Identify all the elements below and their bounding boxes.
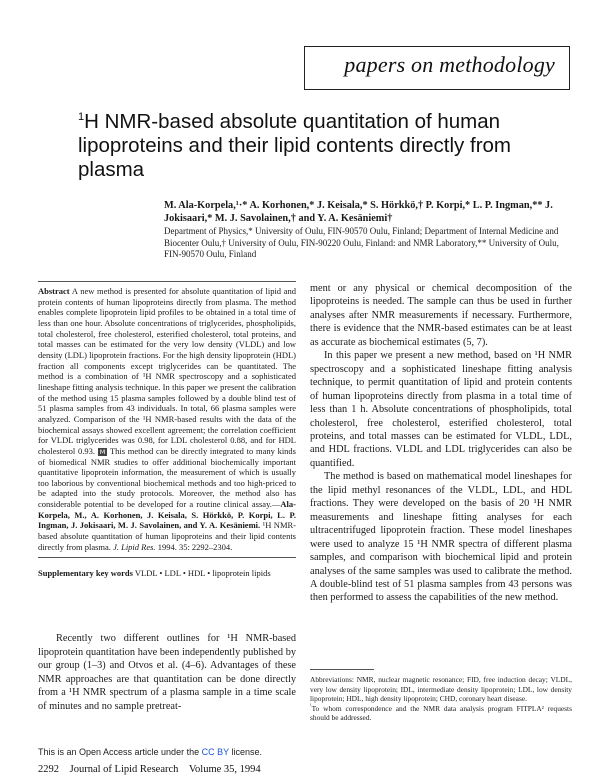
- footnote-abbreviations: Abbreviations: NMR, nuclear magnetic resonance; FID, free induction decay; VLDL, very low density lipoprotein; IDL, intermediate density lipoprotein; LDL, low density lipoprotein; HDL, high density lipoprotein; CHD, coronary heart disease.: [310, 675, 572, 703]
- keywords: [38, 568, 296, 579]
- footnote-correspondence: [310, 704, 572, 723]
- citation-journal: J. Lipid Res.: [113, 541, 156, 552]
- body-paragraph-3: The method is based on mathematical model lineshapes for the lipid methyl resonances of the VLDL, LDL, and HDL fractions. They were developed on the basis of 20 ¹H NMR measurements and lineshape fitting analyses for each ultracentrifuged lipoprotein fraction. These model lineshapes were used to analyze 15 ¹H NMR spectra of different plasma samples, and comparison with biochemical lipid and protein analyses of the same samples was used to calibrate the method. A double-blind test of 51 plasma samples from 43 persons was then performed to assess the capabilities of the new method.: [310, 471, 572, 604]
- section-banner: [304, 46, 570, 90]
- body-left-column: [38, 632, 296, 713]
- abstract-body-1: A new method is presented for absolute quantitation of lipid and protein contents of human lipoproteins directly from plasma. The method enables complete lipoprotein lipid profiles to be obtained in a total time of less than one hour. Absolute concentrations of triglycerides, phospholipids, total cholesterol, free cholesterol, esterified cholesterol, total proteins, and total masses can be estimated for the very low density (VLDL) and low density (LDL) lipoprotein fractions. For the high density lipoprotein (HDL) fraction all components except triglycerides can be quantitated. The method is a combination of ¹H NMR spectroscopy and a sophisticated lineshape fitting analysis technique. In this paper we present the calibration of the method using 15 plasma samples followed by a double blind test of 51 plasma samples from 43 individuals. In total, 66 plasma samples were analyzed. Comparison of the ¹H NMR-based results with the data of the biochemical assays showed excellent agreement; the correlation coefficient for VLDL triglycerides was 0.98, for LDL cholesterol 0.88, and for HDL cholesterol 0.93.: [38, 286, 297, 456]
- journal-name: Journal of Lipid Research: [69, 764, 179, 775]
- journal-volume: Volume 35, 1994: [188, 764, 261, 775]
- affiliations: Department of Physics,* University of Oulu, FIN-90570 Oulu, Finland; Department of Internal Medicine and Biocenter Oulu,† University of Oulu, FIN-90220 Oulu, Finland: and NMR Laboratory,** University of Oulu, FIN-90570 Oulu, Finland: [164, 226, 559, 259]
- citation-authors: Ala-Korpela, M., A. Korhonen, J. Keisala, S. Hörkkö, P. Korpi, L. P. Ingman, J. Jokisaari, M. J. Savolainen, and Y. A. Kesäniemi.: [38, 499, 296, 531]
- body-right-column: [310, 282, 572, 605]
- title-text: H NMR-based absolute quantitation of human lipoproteins and their lipid contents directly from plasma: [78, 110, 511, 181]
- citation-volume: 1994. 35: 2292–2304.: [157, 541, 233, 552]
- footnote-correspondence-text: To whom correspondence and the NMR data analysis program FITPLA² requests should be addressed.: [310, 703, 572, 722]
- abstract: [38, 286, 296, 552]
- footnote-mark: ¹: [310, 702, 312, 709]
- abstract-body-2: This method can be directly integrated to many kinds of biomedical NMR studies to offer additional biochemically important quantitative lipoprotein information, the measurement of which is usually too laborious by conventional biochemical methods and too high-priced to be adapted into the study protocols. Moreover, the method also has considerable potential to be developed for a routine clinical assay.—: [38, 445, 296, 510]
- license-prefix: This is an Open Access article under the: [38, 747, 200, 757]
- page-footer: [38, 764, 269, 775]
- license-suffix: license.: [231, 747, 262, 757]
- section-banner-label: papers on methodology: [344, 52, 555, 77]
- intro-paragraph: Recently two different outlines for ¹H NMR-based lipoprotein quantitation have been independently published by our group (1–3) and Otvos et al. (4–6). Advantages of these NMR approaches are that quantitation can be done directly from a ¹H NMR spectrum of a plasma sample in a time scale of minutes and no sample pretreat-: [38, 633, 296, 712]
- footnote-divider: [310, 669, 374, 670]
- cc-by-link[interactable]: CC BY: [201, 747, 229, 757]
- keywords-label: Supplementary key words: [38, 568, 133, 578]
- license-notice: [38, 747, 262, 757]
- citation-title: ¹H NMR-based absolute quantitation of human lipoproteins and their lipid contents directly from plasma.: [38, 520, 296, 552]
- keywords-text: VLDL • LDL • HDL • lipoprotein lipids: [134, 568, 271, 578]
- abstract-label: Abstract: [38, 286, 70, 296]
- abstract-box: [38, 281, 296, 558]
- body-paragraph-2: In this paper we present a new method, based on ¹H NMR spectroscopy and a sophisticated lineshape fitting analysis technique, to permit quantitation of lipid and protein contents of human lipoproteins directly from plasma in a total time of less than 1 h. Absolute concentrations of phospholipids, total cholesterol, free cholesterol, esterified cholesterol, total proteins, and total masses can be estimated for VLDL, LDL, and HDL fractions. VLDL and LDL triglycerides can also be quantified.: [310, 350, 572, 469]
- article-title: [78, 110, 578, 182]
- supplementary-material-icon[interactable]: M: [99, 447, 106, 456]
- author-list: M. Ala-Korpela,¹·* A. Korhonen,* J. Keisala,* S. Hörkkö,† P. Korpi,* L. P. Ingman,** J. Jokisaari,* M. J. Savolainen,† and Y. A. Kesäniemi†: [164, 200, 553, 224]
- title-superscript: 1: [78, 111, 85, 123]
- footnotes: [310, 675, 572, 723]
- page-number: 2292: [38, 764, 59, 775]
- body-paragraph-1: ment or any physical or chemical decomposition of the lipoproteins is needed. The sample can thus be used in further analyses after NMR measurements if necessary. Furthermore, there is evidence that the NMR-based estimates can be at least as accurate as biochemical estimates (5, 7).: [310, 283, 572, 348]
